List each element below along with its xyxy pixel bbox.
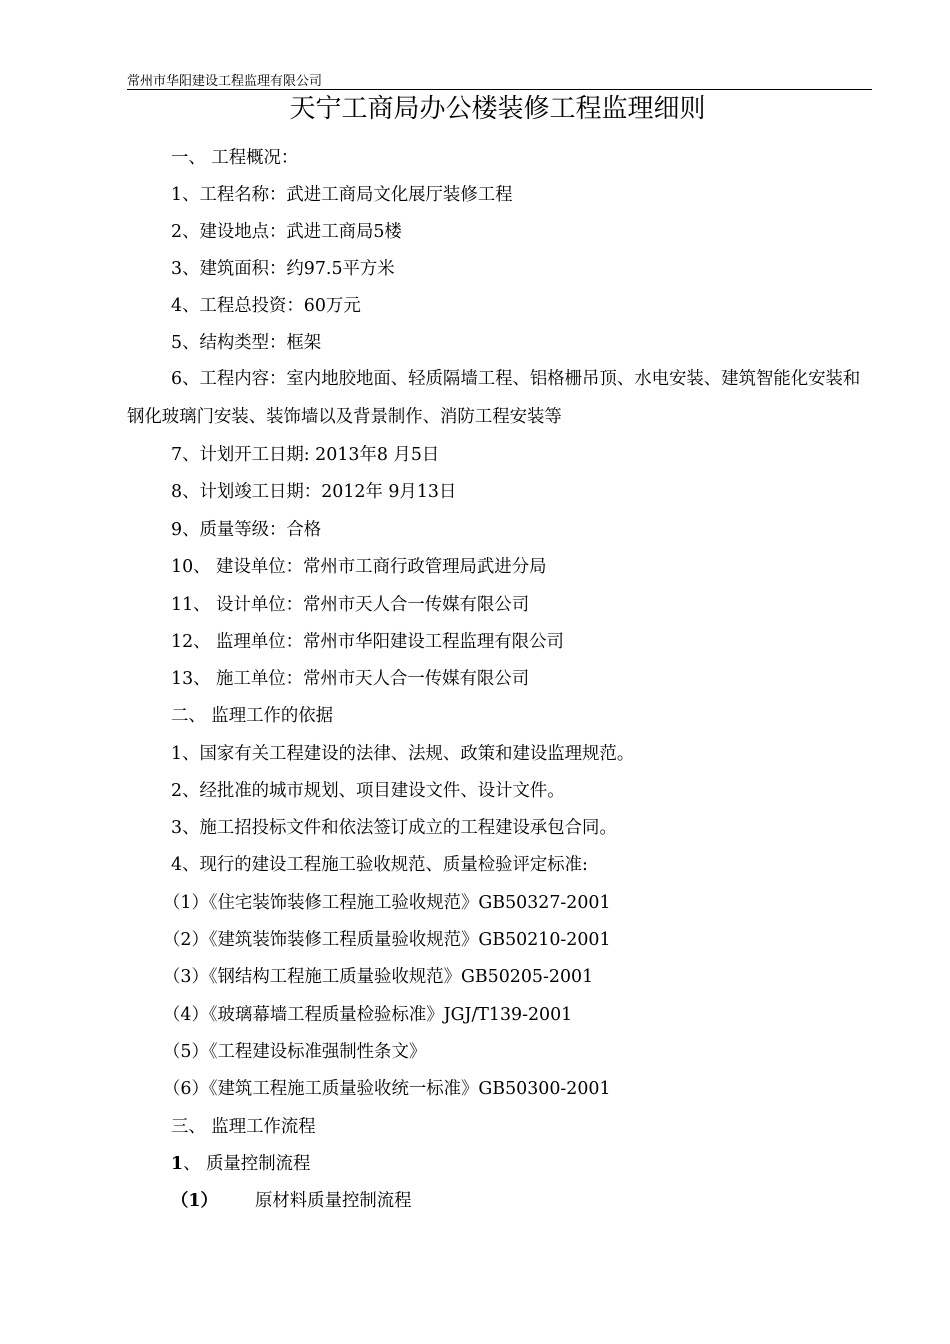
overview-item: 10、 建设单位：常州市工商行政管理局武进分局 bbox=[171, 557, 547, 577]
overview-item: 5、结构类型：框架 bbox=[171, 333, 322, 353]
basis-item: 1、国家有关工程建设的法律、法规、政策和建设监理规范。 bbox=[171, 744, 635, 764]
section-2-heading: 二、 监理工作的依据 bbox=[171, 706, 334, 726]
flow-item bbox=[171, 1154, 310, 1174]
overview-item: 1、工程名称：武进工商局文化展厅装修工程 bbox=[171, 185, 513, 205]
header-company: 常州市华阳建设工程监理有限公司 bbox=[127, 74, 323, 89]
flow-item-text: 、 质量控制流程 bbox=[183, 1154, 311, 1174]
flow-subitem-text: 原材料质量控制流程 bbox=[255, 1191, 412, 1211]
overview-item: 13、 施工单位：常州市天人合一传媒有限公司 bbox=[171, 669, 530, 689]
overview-item: 2、建设地点：武进工商局5楼 bbox=[171, 222, 402, 242]
standard-item: （2）《建筑装饰装修工程质量验收规范》GB50210-2001 bbox=[163, 930, 611, 950]
overview-item: 11、 设计单位：常州市天人合一传媒有限公司 bbox=[171, 595, 530, 615]
overview-item: 8、计划竣工日期：2012年 9月13日 bbox=[171, 482, 457, 502]
basis-item: 3、施工招投标文件和依法签订成立的工程建设承包合同。 bbox=[171, 818, 617, 838]
basis-item: 2、经批准的城市规划、项目建设文件、设计文件。 bbox=[171, 781, 565, 801]
standard-item: （6）《建筑工程施工质量验收统一标准》GB50300-2001 bbox=[163, 1079, 611, 1099]
flow-subitem bbox=[171, 1191, 412, 1211]
overview-item: 9、质量等级：合格 bbox=[171, 520, 322, 540]
overview-item: 7、计划开工日期: 2013年8 月5日 bbox=[171, 445, 440, 465]
overview-item: 12、 监理单位：常州市华阳建设工程监理有限公司 bbox=[171, 632, 564, 652]
overview-item: 3、建筑面积：约97.5平方米 bbox=[171, 259, 395, 279]
flow-subitem-number: （1） bbox=[171, 1191, 218, 1211]
overview-item: 6、工程内容：室内地胶地面、轻质隔墙工程、铝格栅吊顶、水电安装、建筑智能化安装和钢化玻璃门安装、装饰墙以及背景制作、消防工程安装等 bbox=[127, 369, 861, 427]
flow-item-number: 1 bbox=[171, 1154, 184, 1174]
section-1-heading: 一、 工程概况： bbox=[171, 148, 299, 168]
standard-item: （5）《工程建设标准强制性条文》 bbox=[163, 1042, 427, 1062]
overview-item: 4、工程总投资：60万元 bbox=[171, 296, 361, 316]
standard-item: （3）《钢结构工程施工质量验收规范》GB50205-2001 bbox=[163, 967, 594, 987]
standard-item: （1）《住宅装饰装修工程施工验收规范》GB50327-2001 bbox=[163, 893, 611, 913]
basis-item: 4、现行的建设工程施工验收规范、质量检验评定标准: bbox=[171, 855, 588, 875]
document-title: 天宁工商局办公楼装修工程监理细则 bbox=[289, 94, 706, 124]
section-3-heading: 三、 监理工作流程 bbox=[171, 1117, 316, 1137]
standard-item: （4）《玻璃幕墙工程质量检验标准》JGJ/T139-2001 bbox=[163, 1005, 573, 1025]
